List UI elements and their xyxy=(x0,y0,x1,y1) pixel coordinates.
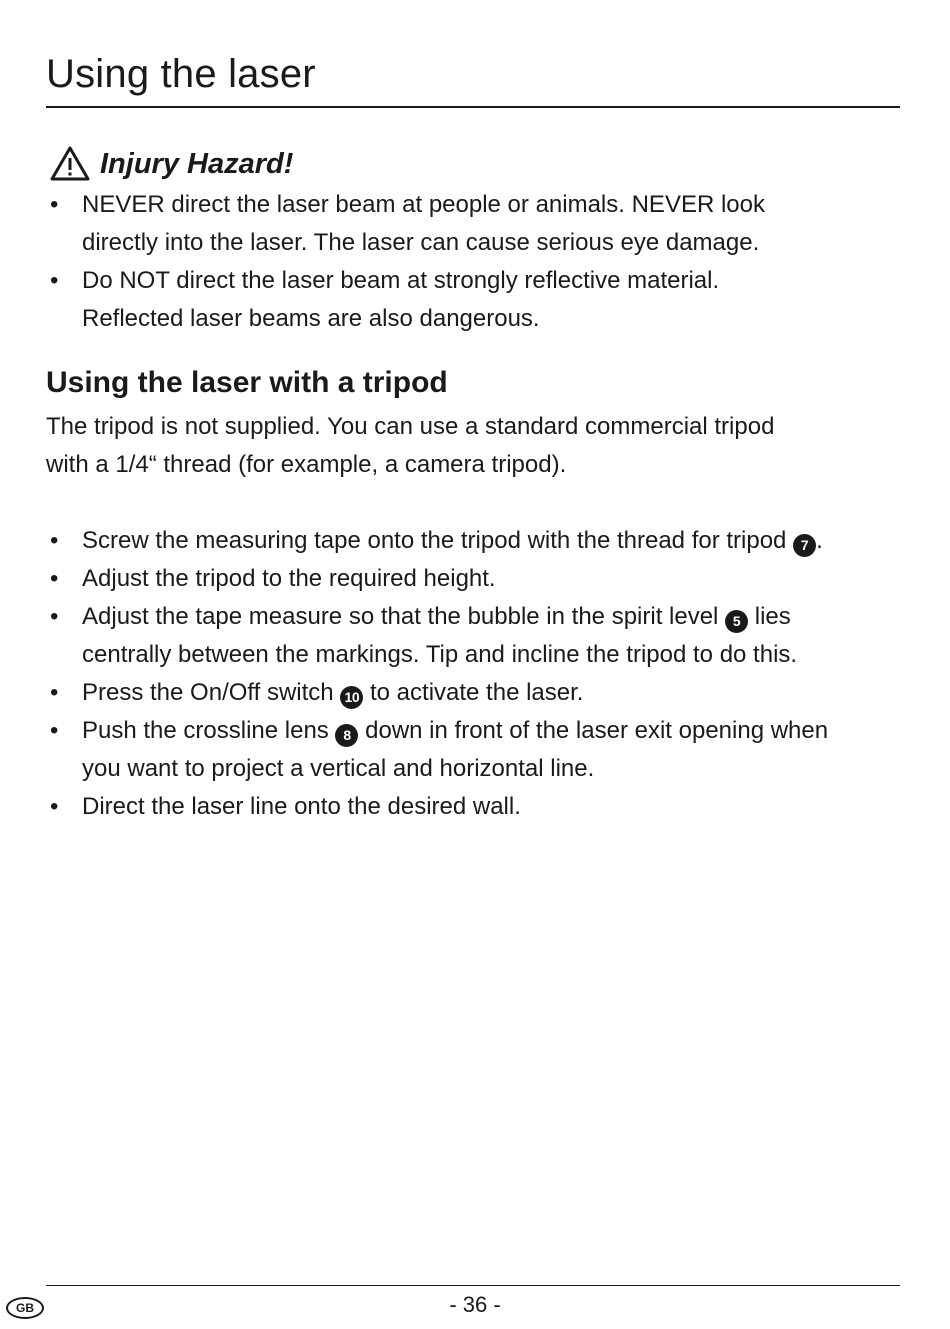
part-number-badge: 7 xyxy=(793,534,816,557)
warning-heading xyxy=(50,144,293,184)
section-title: Using the laser with a tripod xyxy=(46,366,448,399)
bullet-icon: • xyxy=(50,603,59,630)
step-item: • Screw the measuring tape onto the tripod with the thread for tripod 7 . xyxy=(46,522,906,560)
step-item: • Push the crossline lens 8 down in front of the laser exit opening when you want to project a vertical and horizontal line. xyxy=(46,712,906,788)
intro-paragraph: The tripod is not supplied. You can use a standard commercial tripod with a 1/4“ thread (for example, a camera tripod). xyxy=(46,413,775,478)
part-number-badge: 10 xyxy=(340,686,363,709)
steps-list xyxy=(46,522,906,826)
warning-item: • Do NOT direct the laser beam at strongly reflective material. Reflected laser beams are also dangerous. xyxy=(46,262,906,338)
warning-item: • NEVER direct the laser beam at people or animals. NEVER look directly into the laser. The laser can cause serious eye damage. xyxy=(46,186,906,262)
page-title: Using the laser xyxy=(46,52,316,96)
warning-triangle-icon xyxy=(50,146,90,182)
bullet-icon: • xyxy=(50,565,59,592)
country-code-badge: GB xyxy=(6,1297,44,1319)
warning-heading-text: Injury Hazard! xyxy=(100,147,294,180)
part-number-badge: 5 xyxy=(725,610,748,633)
footer-divider xyxy=(46,1285,900,1286)
bullet-icon: • xyxy=(50,793,59,820)
bullet-icon: • xyxy=(50,679,59,706)
step-item: • Direct the laser line onto the desired wall. xyxy=(46,788,906,826)
step-item: • Adjust the tripod to the required height. xyxy=(46,560,906,598)
title-divider xyxy=(46,106,900,108)
step-item: • Adjust the tape measure so that the bubble in the spirit level 5 lies centrally between the markings. Tip and incline the tripod to do this. xyxy=(46,598,906,674)
bullet-icon: • xyxy=(50,527,59,554)
step-item: • Press the On/Off switch 10 to activate the laser. xyxy=(46,674,906,712)
warning-list xyxy=(46,186,906,338)
bullet-icon: • xyxy=(50,191,59,218)
bullet-icon: • xyxy=(50,267,59,294)
bullet-icon: • xyxy=(50,717,59,744)
page-number: - 36 - xyxy=(449,1292,501,1317)
part-number-badge: 8 xyxy=(335,724,358,747)
